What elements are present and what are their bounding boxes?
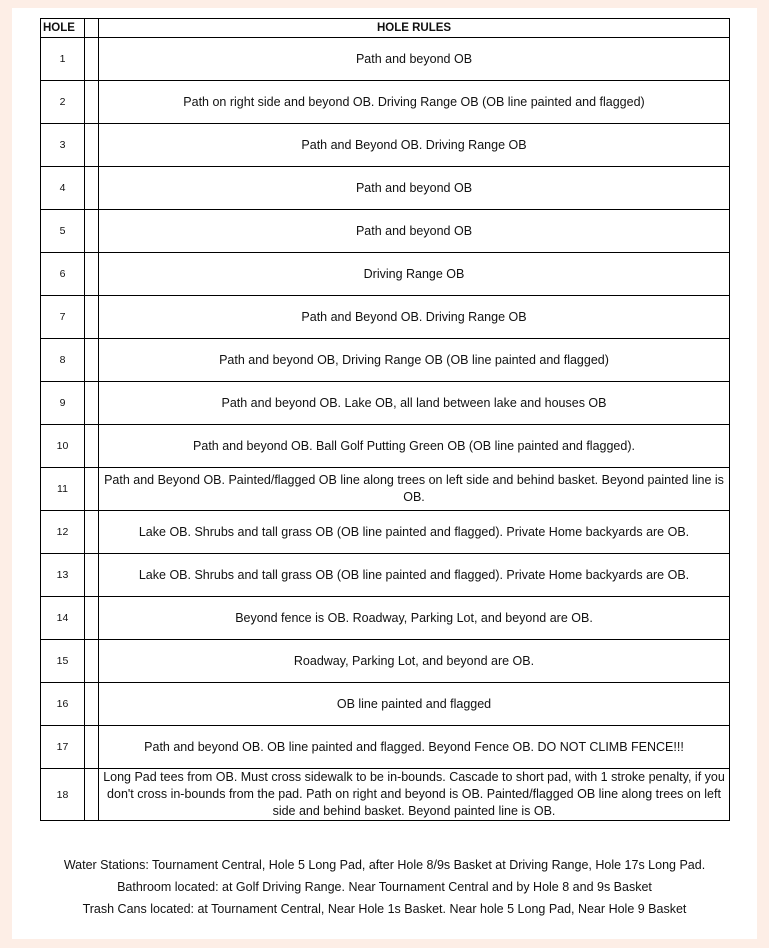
hole-rule-text: Path and Beyond OB. Driving Range OB (99, 124, 730, 167)
hole-rule-text: OB line painted and flagged (99, 683, 730, 726)
spacer-column-header (85, 19, 99, 38)
document-page (12, 8, 757, 939)
trash-cans-note: Trash Cans located: at Tournament Central, Near Hole 1s Basket. Near hole 5 Long Pad, Near Hole 9 Basket (82, 902, 687, 916)
hole-rule-text: Roadway, Parking Lot, and beyond are OB. (99, 640, 730, 683)
hole-rule-text: Beyond fence is OB. Roadway, Parking Lot, and beyond are OB. (99, 597, 730, 640)
hole-rule-text: Path and beyond OB, Driving Range OB (OB line painted and flagged) (99, 339, 730, 382)
spacer-cell (85, 683, 99, 726)
bathroom-note: Bathroom located: at Golf Driving Range. Near Tournament Central and by Hole 8 and 9s Basket (117, 880, 652, 894)
spacer-cell (85, 81, 99, 124)
hole-number: 2 (41, 81, 85, 124)
hole-number: 3 (41, 124, 85, 167)
table-row (41, 296, 730, 339)
spacer-cell (85, 296, 99, 339)
hole-rule-text: Path and beyond OB. OB line painted and flagged. Beyond Fence OB. DO NOT CLIMB FENCE!!! (99, 726, 730, 769)
spacer-cell (85, 339, 99, 382)
spacer-cell (85, 167, 99, 210)
spacer-cell (85, 124, 99, 167)
table-row (41, 38, 730, 81)
hole-number: 9 (41, 382, 85, 425)
spacer-cell (85, 597, 99, 640)
spacer-cell (85, 253, 99, 296)
table-row (41, 726, 730, 769)
footer-notes (12, 854, 757, 920)
spacer-cell (85, 640, 99, 683)
hole-column-header: HOLE (41, 19, 85, 38)
table-row (41, 81, 730, 124)
table-row (41, 425, 730, 468)
table-body (41, 38, 730, 821)
hole-rule-text: Path and beyond OB. Lake OB, all land between lake and houses OB (99, 382, 730, 425)
table-row (41, 554, 730, 597)
table-row (41, 167, 730, 210)
hole-rule-text: Path and Beyond OB. Painted/flagged OB line along trees on left side and behind basket. Beyond painted line is OB. (99, 468, 730, 511)
hole-number: 13 (41, 554, 85, 597)
hole-rule-text: Path and beyond OB (99, 38, 730, 81)
hole-number: 15 (41, 640, 85, 683)
hole-rule-text: Path and beyond OB. Ball Golf Putting Green OB (OB line painted and flagged). (99, 425, 730, 468)
hole-rule-text: Long Pad tees from OB. Must cross sidewalk to be in-bounds. Cascade to short pad, with 1 stroke penalty, if you don't cross in-bounds from the pad. Path on right and beyond is OB. Painted/flagged OB line along trees on left side and behind basket. Beyond painted line is OB. (99, 769, 730, 821)
spacer-cell (85, 511, 99, 554)
hole-number: 4 (41, 167, 85, 210)
spacer-cell (85, 382, 99, 425)
hole-rule-text: Path on right side and beyond OB. Driving Range OB (OB line painted and flagged) (99, 81, 730, 124)
spacer-cell (85, 425, 99, 468)
spacer-cell (85, 554, 99, 597)
table-row (41, 683, 730, 726)
rules-column-header: HOLE RULES (99, 19, 730, 38)
hole-number: 5 (41, 210, 85, 253)
spacer-cell (85, 38, 99, 81)
hole-number: 1 (41, 38, 85, 81)
table-row (41, 339, 730, 382)
hole-number: 12 (41, 511, 85, 554)
table-row (41, 597, 730, 640)
hole-number: 8 (41, 339, 85, 382)
hole-rule-text: Lake OB. Shrubs and tall grass OB (OB line painted and flagged). Private Home backyards are OB. (99, 554, 730, 597)
table-row (41, 253, 730, 296)
table-row (41, 511, 730, 554)
spacer-cell (85, 210, 99, 253)
table-row (41, 468, 730, 511)
table-row (41, 124, 730, 167)
table-row (41, 210, 730, 253)
hole-rule-text: Path and Beyond OB. Driving Range OB (99, 296, 730, 339)
hole-number: 10 (41, 425, 85, 468)
spacer-cell (85, 769, 99, 821)
hole-number: 17 (41, 726, 85, 769)
hole-number: 11 (41, 468, 85, 511)
hole-number: 6 (41, 253, 85, 296)
hole-rule-text: Driving Range OB (99, 253, 730, 296)
table-header-row (41, 19, 730, 38)
hole-rule-text: Lake OB. Shrubs and tall grass OB (OB line painted and flagged). Private Home backyards are OB. (99, 511, 730, 554)
hole-number: 16 (41, 683, 85, 726)
hole-number: 14 (41, 597, 85, 640)
hole-rules-table (40, 18, 730, 821)
spacer-cell (85, 726, 99, 769)
water-stations-note: Water Stations: Tournament Central, Hole 5 Long Pad, after Hole 8/9s Basket at Driving Range, Hole 17s Long Pad. (63, 858, 706, 872)
hole-number: 7 (41, 296, 85, 339)
hole-rule-text: Path and beyond OB (99, 167, 730, 210)
table-row (41, 382, 730, 425)
hole-rule-text: Path and beyond OB (99, 210, 730, 253)
table-row (41, 640, 730, 683)
table-row (41, 769, 730, 821)
hole-number: 18 (41, 769, 85, 821)
spacer-cell (85, 468, 99, 511)
